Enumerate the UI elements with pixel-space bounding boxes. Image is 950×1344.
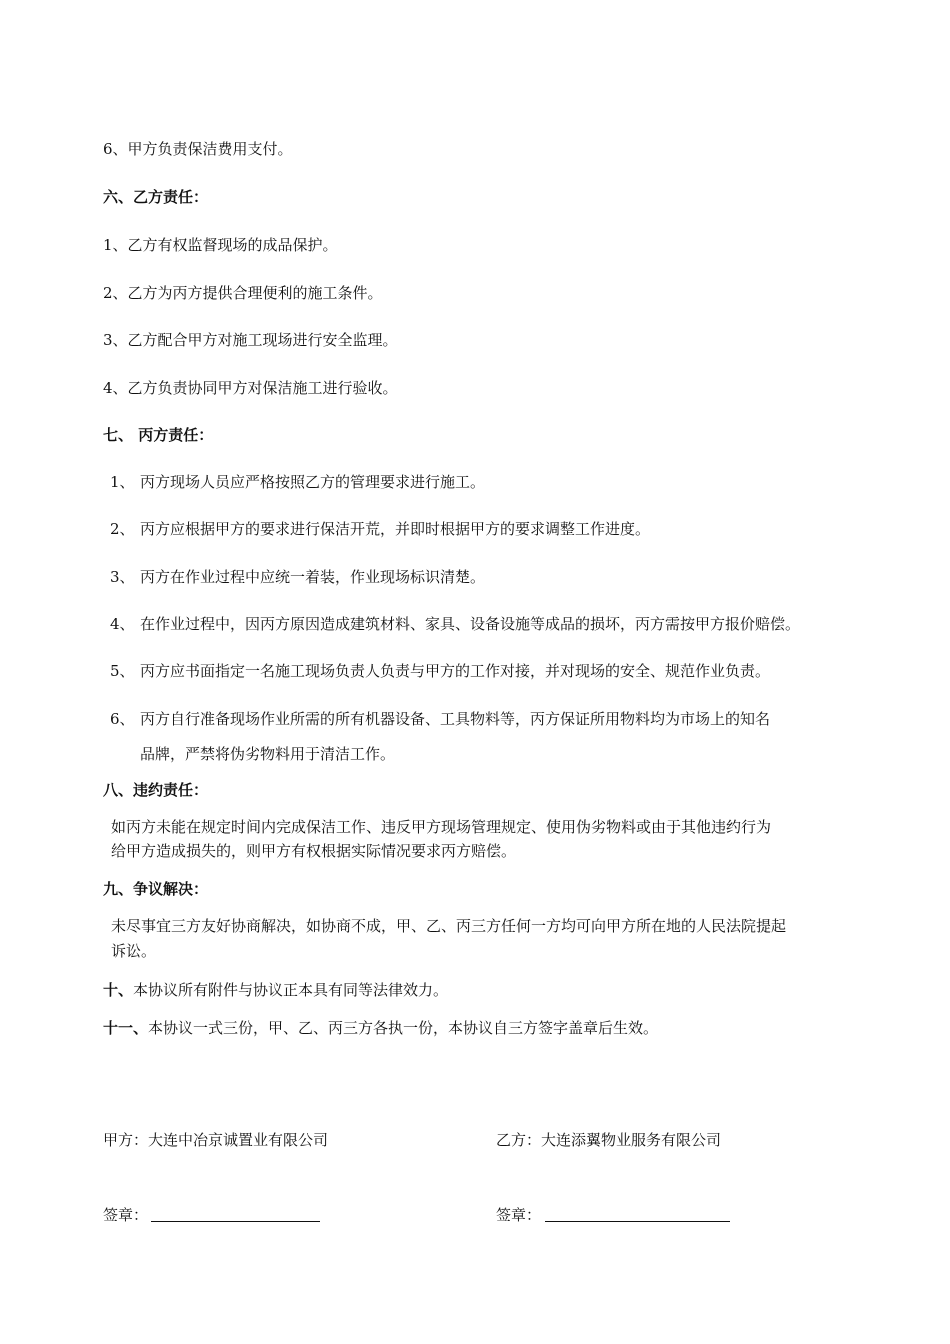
section-6-heading: 六、乙方责任： <box>103 188 209 206</box>
clause-number: 3、 <box>110 568 135 586</box>
party-b-signature-line[interactable] <box>545 1221 730 1222</box>
clause-number: 4、 <box>110 615 135 633</box>
clause-7-item-5 <box>110 661 770 681</box>
section-11-heading: 十一、 <box>103 1019 149 1037</box>
clause-7-item-6-continued: 品牌，严禁将伪劣物料用于清洁工作。 <box>140 745 396 763</box>
clause-7-item-3 <box>110 567 485 587</box>
breach-text-line-1: 如丙方未能在规定时间内完成保洁工作、违反甲方现场管理规定、使用伪劣物料或由于其他违约行为 <box>111 818 772 836</box>
party-a-signature-line[interactable] <box>151 1221 320 1222</box>
clause-text: 丙方自行准备现场作业所需的所有机器设备、工具物料等，丙方保证所用物料均为市场上的知名 <box>140 710 771 728</box>
section-11-text: 本协议一式三份，甲、乙、丙三方各执一份，本协议自三方签字盖章后生效。 <box>148 1019 659 1037</box>
section-10-text: 本协议所有附件与协议正本具有同等法律效力。 <box>133 981 449 999</box>
clause-number: 6、 <box>110 710 135 728</box>
section-11 <box>103 1018 658 1038</box>
party-a-seal-label: 签章： <box>103 1206 149 1224</box>
clause-7-item-6 <box>110 709 770 729</box>
clause-number: 5、 <box>110 662 135 680</box>
party-a-name: 甲方：大连中冶京诚置业有限公司 <box>103 1131 329 1149</box>
clause-text: 丙方现场人员应严格按照乙方的管理要求进行施工。 <box>140 473 486 491</box>
clause-6-item-1: 1、乙方有权监督现场的成品保护。 <box>103 236 338 254</box>
dispute-text-line-1: 未尽事宜三方友好协商解决，如协商不成，甲、乙、丙三方任何一方均可向甲方所在地的人民法院提起 <box>111 917 787 935</box>
section-7-heading: 七、 丙方责任： <box>103 426 214 444</box>
clause-7-item-1 <box>110 472 485 492</box>
clause-number: 2、 <box>110 520 135 538</box>
section-8-heading: 八、违约责任： <box>103 781 209 799</box>
clause-6-item-2: 2、乙方为丙方提供合理便利的施工条件。 <box>103 284 383 302</box>
clause-text: 丙方在作业过程中应统一着装，作业现场标识清楚。 <box>140 568 486 586</box>
clause-7-item-2 <box>110 519 650 539</box>
clause-text: 丙方应书面指定一名施工现场负责人负责与甲方的工作对接，并对现场的安全、规范作业负责。 <box>140 662 771 680</box>
section-10-heading: 十、 <box>103 981 134 999</box>
clause-number: 1、 <box>110 473 135 491</box>
clause-text: 在作业过程中，因丙方原因造成建筑材料、家具、设备设施等成品的损坏，丙方需按甲方报价赔偿。 <box>140 615 801 633</box>
breach-text-line-2: 给甲方造成损失的，则甲方有权根据实际情况要求丙方赔偿。 <box>111 842 517 860</box>
clause-7-item-4 <box>110 614 800 634</box>
party-b-seal-label: 签章： <box>496 1206 542 1224</box>
clause-text: 丙方应根据甲方的要求进行保洁开荒，并即时根据甲方的要求调整工作进度。 <box>140 520 651 538</box>
section-10 <box>103 980 448 1000</box>
party-b-name: 乙方：大连添翼物业服务有限公司 <box>496 1131 722 1149</box>
clause-5-item-6: 6、甲方负责保洁费用支付。 <box>103 140 293 158</box>
clause-6-item-4: 4、乙方负责协同甲方对保洁施工进行验收。 <box>103 379 398 397</box>
clause-6-item-3: 3、乙方配合甲方对施工现场进行安全监理。 <box>103 331 398 349</box>
dispute-text-line-2: 诉讼。 <box>111 942 157 960</box>
section-9-heading: 九、争议解决： <box>103 880 209 898</box>
